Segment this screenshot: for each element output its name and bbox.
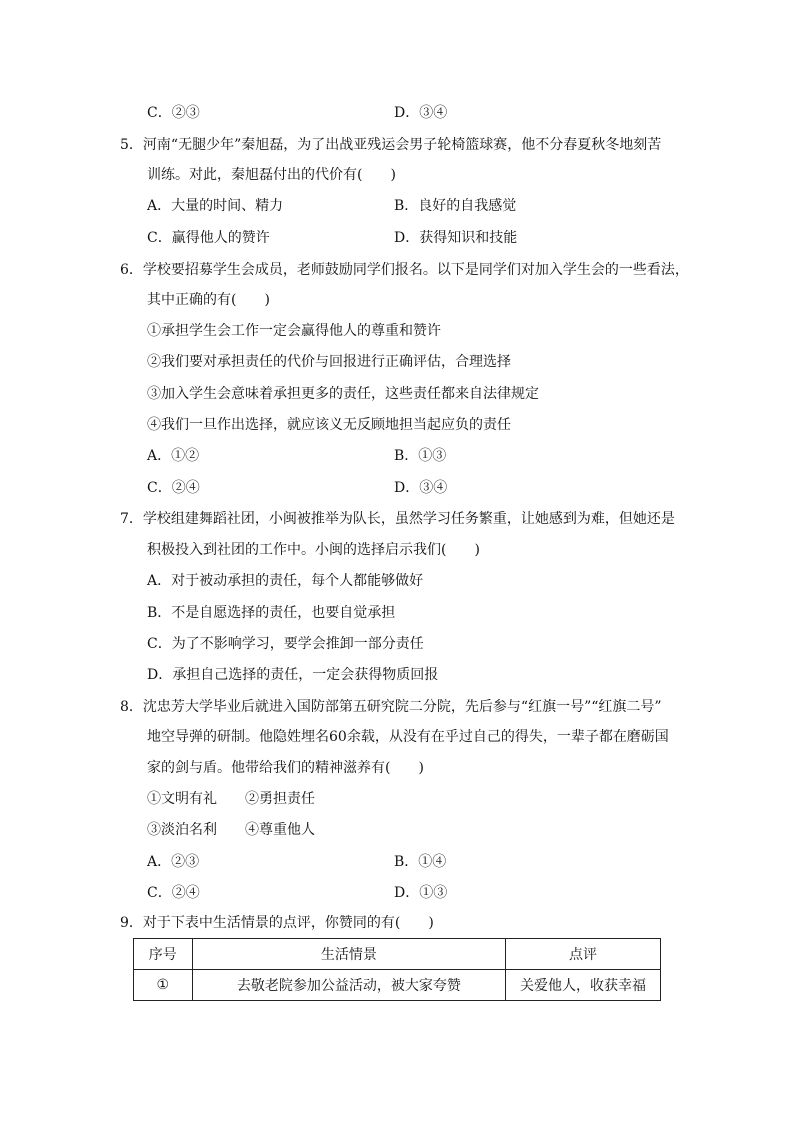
q5-stem-line1: 5．河南“无腿少年”秦旭磊，为了出战亚残运会男子轮椅篮球赛，他不分春夏秋冬地刻苦 <box>120 137 662 153</box>
q6-option-a: A．①② <box>147 448 200 464</box>
q8-option-a: A．②③ <box>147 854 200 870</box>
q8-stem-line3: 家的剑与盾。他带给我们的精神滋养有( ) <box>147 760 424 776</box>
q8-stem-line2: 地空导弹的研制。他隐姓埋名60余载，从没有在乎过自己的得失，一辈子都在磨砺国 <box>147 729 669 745</box>
q7-option-a: A．对于被动承担的责任，每个人都能够做好 <box>147 573 424 589</box>
table-header-cell: 序号 <box>134 939 193 970</box>
table-cell: 去敬老院参加公益活动，被大家夸赞 <box>192 970 505 1001</box>
q6-statement-3: ③加入学生会意味着承担更多的责任，这些责任都来自法律规定 <box>147 386 539 402</box>
q7-stem-line2: 积极投入到社团的工作中。小闽的选择启示我们( ) <box>147 542 480 558</box>
q6-option-d: D．③④ <box>394 480 448 496</box>
q6-statement-2: ②我们要对承担责任的代价与回报进行正确评估，合理选择 <box>147 354 511 370</box>
table-header-cell: 点评 <box>506 939 661 970</box>
q7-option-b: B．不是自愿选择的责任，也要自觉承担 <box>147 605 396 621</box>
q4-option-d: D．③④ <box>394 105 448 121</box>
table-header-cell: 生活情景 <box>192 939 505 970</box>
q8-option-b: B．①④ <box>394 854 447 870</box>
q6-stem-line1: 6．学校要招募学生会成员，老师鼓励同学们报名。以下是同学们对加入学生会的一些看法， <box>120 262 689 278</box>
q6-statement-4: ④我们一旦作出选择，就应该义无反顾地担当起应负的责任 <box>147 417 511 433</box>
q7-option-c: C．为了不影响学习，要学会推卸一部分责任 <box>147 636 424 652</box>
q5-option-d: D．获得知识和技能 <box>394 230 518 246</box>
q8-statements-row2: ③淡泊名利 ④尊重他人 <box>147 822 315 838</box>
q5-stem-line2: 训练。对此，秦旭磊付出的代价有( ) <box>147 167 396 183</box>
q6-stem-line2: 其中正确的有( ) <box>147 292 270 308</box>
q7-option-d: D．承担自己选择的责任，一定会获得物质回报 <box>147 667 439 683</box>
table-cell: ① <box>134 970 193 1001</box>
q8-option-d: D．①③ <box>394 885 448 901</box>
q9-table <box>133 938 661 1001</box>
q9-stem-line1: 9．对于下表中生活情景的点评，你赞同的有( ) <box>120 915 434 931</box>
q6-option-b: B．①③ <box>394 448 447 464</box>
q5-option-b: B．良好的自我感觉 <box>394 198 517 214</box>
q8-statements-row1: ①文明有礼 ②勇担责任 <box>147 791 315 807</box>
q7-stem-line1: 7．学校组建舞蹈社团，小闽被推举为队长，虽然学习任务繁重，让她感到为难，但她还是 <box>120 511 675 527</box>
q4-option-c: C．②③ <box>147 105 200 121</box>
q6-option-c: C．②④ <box>147 480 200 496</box>
table-row <box>134 970 661 1001</box>
q8-option-c: C．②④ <box>147 885 200 901</box>
q5-option-a: A．大量的时间、精力 <box>147 198 284 214</box>
q5-option-c: C．赢得他人的赞许 <box>147 230 270 246</box>
q8-stem-line1: 8．沈忠芳大学毕业后就进入国防部第五研究院二分院，先后参与“红旗一号”“红旗二号” <box>120 699 662 715</box>
table-header-row <box>134 939 661 970</box>
q6-statement-1: ①承担学生会工作一定会赢得他人的尊重和赞许 <box>147 323 441 339</box>
table-cell: 关爱他人，收获幸福 <box>506 970 661 1001</box>
